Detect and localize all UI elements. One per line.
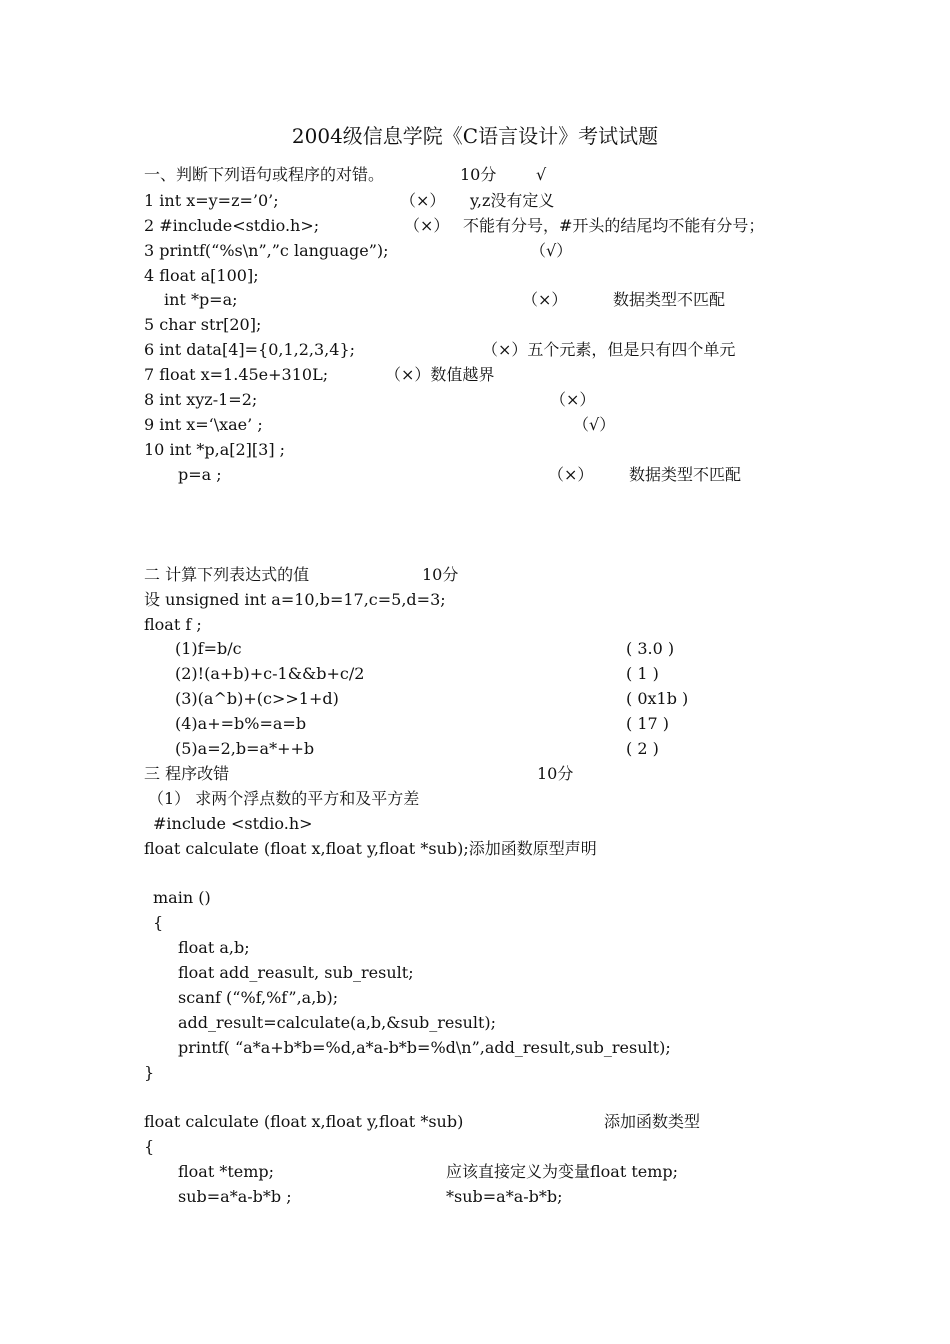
s1-item7-result: （×）数值越界 [385,365,495,384]
s2-expr5: (5)a=2,b=a*++b [175,739,315,758]
s1-item2-result: （×） [404,216,450,235]
s2-answer5: ( 2 ) [626,739,659,758]
s1-item1-code: 1 int x=y=z=’0’; [144,191,279,210]
s1-item1-result: （×） [400,191,446,210]
section3-score: 10分 [537,764,574,783]
s2-answer4: ( 17 ) [626,714,670,733]
section1-mark: √ [536,165,547,184]
code-brace-close: } [144,1063,155,1082]
code-sub-fix: *sub=a*a-b*b; [446,1187,563,1206]
s1-item10b-note: 数据类型不匹配 [629,465,742,484]
code-printf: printf( “a*a+b*b=%d,a*a-b*b=%d\n”,add_result,sub_result); [178,1038,671,1057]
code-calc-note: 添加函数类型 [604,1112,701,1131]
s2-answer2: ( 1 ) [626,664,659,683]
s1-item2-note: 不能有分号，#开头的结尾均不能有分号； [463,216,765,235]
code-float-results: float add_reasult, sub_result; [178,963,414,982]
page-title: 2004级信息学院《C语言设计》考试试题 [291,124,659,148]
section3-sub1: （1） 求两个浮点数的平方和及平方差 [148,789,420,808]
section1-heading: 一、判断下列语句或程序的对错。 [144,165,385,184]
s2-answer3: ( 0x1b ) [626,689,689,708]
section3-heading: 三 程序改错 [144,764,230,783]
section2-score: 10分 [422,565,459,584]
s1-item10-code: 10 int *p,a[2][3] ; [144,440,286,459]
s2-expr2: (2)!(a+b)+c-1&&b+c/2 [175,664,365,683]
s1-item8-result: （×） [550,390,596,409]
code-temp-note: 应该直接定义为变量float temp; [446,1162,679,1181]
s2-expr3: (3)(a^b)+(c>>1+d) [175,689,339,708]
code-prototype: float calculate (float x,float y,float *sub);添加函数原型声明 [144,839,597,858]
s1-item4b-note: 数据类型不匹配 [613,290,726,309]
code-sub-line: sub=a*a-b*b ; [178,1187,292,1206]
code-brace-open: { [153,913,164,932]
code-float-temp: float *temp; [178,1162,275,1181]
s1-item10b-result: （×） [548,465,594,484]
code-calc-brace: { [144,1137,155,1156]
s2-answer1: ( 3.0 ) [626,639,675,658]
s1-item10b-code: p=a ; [178,465,222,484]
code-main: main () [153,888,211,907]
s2-expr1: (1)f=b/c [175,639,242,658]
section2-heading: 二 计算下列表达式的值 [144,565,310,584]
s1-item6-result: （×）五个元素，但是只有四个单元 [482,340,736,359]
s1-item9-result: （√） [573,415,616,434]
s1-item4b-code: int *p=a; [164,290,238,309]
s1-item4-code: 4 float a[100]; [144,266,259,285]
s1-item2-code: 2 #include<stdio.h>; [144,216,320,235]
section2-decl1: 设 unsigned int a=10,b=17,c=5,d=3; [144,590,446,609]
s1-item9-code: 9 int x=‘\xae’ ; [144,415,263,434]
section2-decl2: float f ; [144,615,202,634]
s1-item5-code: 5 char str[20]; [144,315,262,334]
s1-item1-note: y,z没有定义 [470,191,555,210]
s1-item3-result: （√） [530,241,573,260]
code-scanf: scanf (“%f,%f”,a,b); [178,988,339,1007]
s1-item6-code: 6 int data[4]={0,1,2,3,4}; [144,340,356,359]
code-calc-def: float calculate (float x,float y,float *sub) [144,1112,464,1131]
s1-item8-code: 8 int xyz-1=2; [144,390,258,409]
s1-item3-code: 3 printf(“%s\n”,”c language”); [144,241,389,260]
code-float-ab: float a,b; [178,938,250,957]
code-add-result: add_result=calculate(a,b,&sub_result); [178,1013,497,1032]
s1-item7-code: 7 float x=1.45e+310L; [144,365,329,384]
s1-item4b-result: （×） [522,290,568,309]
section1-score: 10分 [460,165,497,184]
s2-expr4: (4)a+=b%=a=b [175,714,307,733]
code-include: #include <stdio.h> [153,814,313,833]
